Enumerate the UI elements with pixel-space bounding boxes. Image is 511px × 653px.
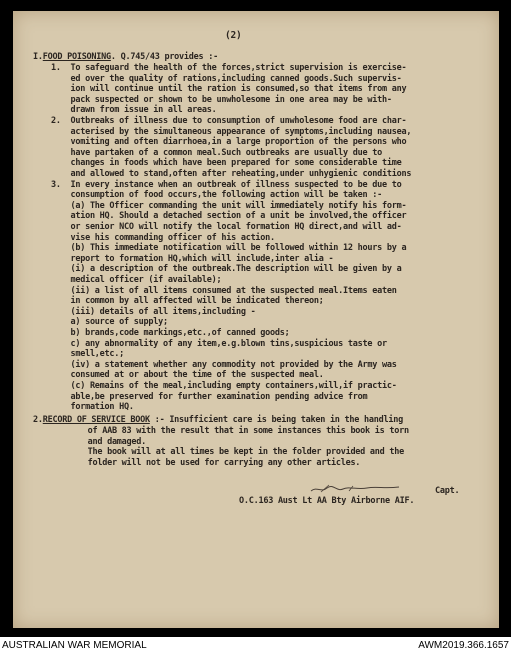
text-line: (i) a description of the outbreak.The description will be given by a [51,264,402,275]
section-number: I. [33,52,43,62]
text-line: of AAB 83 with the result that in some instances this book is torn [73,426,409,436]
text-line: have partaken of a common meal.Such outbreaks are usually due to [51,147,382,158]
text-line: (iii) details of all items,including - [51,306,256,317]
text-line: medical officer (if available); [51,275,222,285]
text-line: (a) The Officer commanding the unit will immediately notify his form- [51,200,407,211]
section-food-poisoning-heading [33,53,218,62]
text-line: consumed at or about the time of the suspected meal. [51,370,324,381]
text-line: and allowed to stand,often after reheating,under unhygienic conditions [51,169,412,179]
section-title: FOOD POISONING [42,52,111,62]
text-line: drawn from issue in all areas. [51,105,217,116]
text-line: (c) Remains of the meal,including empty containers,will,if practic- [51,381,397,391]
section-title: RECORD OF SERVICE BOOK [42,415,150,425]
text-line: 1. To safeguard the health of the forces,strict supervision is exercise- [51,63,407,73]
text-line: (ii) a list of all items consumed at the suspected meal.Items eaten [51,285,397,296]
text-line: c) any abnormality of any item,e.g.blown tins,suspicious taste or [51,338,387,349]
page-number: (2) [225,30,242,41]
text-line: ion will continue until the ration is consumed,so that items from any [51,84,407,95]
text-line: ed over the quality of rations,including canned goods.Such supervis- [51,73,402,84]
footer-institution: AUSTRALIAN WAR MEMORIAL [2,640,147,651]
text-line: 2. Outbreaks of illness due to consumption of unwholesome food are char- [51,116,407,126]
handwritten-signature [309,484,401,494]
text-line: ation HQ. Should a detached section of a unit be involved,the officer [51,211,407,222]
archive-footer [0,637,511,653]
text-line: changes in foods which have been prepared for some considerable time [51,158,402,169]
text-line: formation HQ. [51,402,134,413]
text-line: vomiting and often diarrhoea,in a large proportion of the persons who [51,137,407,148]
text-line: consumption of food occurs,the following action will be taken :- [51,190,382,201]
section-number: 2. [33,415,43,425]
text-line: vise his commanding officer of his action. [51,232,275,243]
text-line: pack suspected or shown to be unwholesome in one area may be with- [51,94,392,105]
text-line: 3. In every instance when an outbreak of illness suspected to be due to [51,179,402,190]
text-line: smell,etc.; [51,349,125,360]
signature-rank: Capt. [435,486,460,496]
text-line: The book will at all times be kept in the folder provided and the [73,447,404,458]
text-line: report to formation HQ,which will include,inter alia - [51,253,334,264]
signature-unit: O.C.163 Aust Lt AA Bty Airborne AIF. [239,496,415,506]
text-line: able,be preserved for further examination pending advice from [51,391,368,402]
section-record-of-service-heading [33,416,403,425]
text-line: or senior NCO will notify the local formation HQ direct,and will ad- [51,222,402,232]
document-page [13,11,499,628]
text-line: folder will not be used for carrying any other articles. [73,457,361,468]
text-line: in common by all affected will be indicated thereon; [51,296,324,307]
section-heading-rest: . Q.745/43 provides :- [110,52,218,62]
text-line: (iv) a statement whether any commodity not provided by the Army was [51,359,397,370]
text-line: (b) This immediate notification will be followed within 12 hours by a [51,243,407,254]
footer-accession-number: AWM2019.366.1657 [418,640,509,651]
text-line: a) source of supply; [51,317,168,328]
text-line: and damaged. [73,436,147,447]
section-heading-rest: :- Insufficient care is being taken in the handling [149,415,403,425]
text-line: acterised by the simultaneous appearance of symptoms,including nausea, [51,126,412,137]
text-line: b) brands,code markings,etc.,of canned goods; [51,328,290,338]
